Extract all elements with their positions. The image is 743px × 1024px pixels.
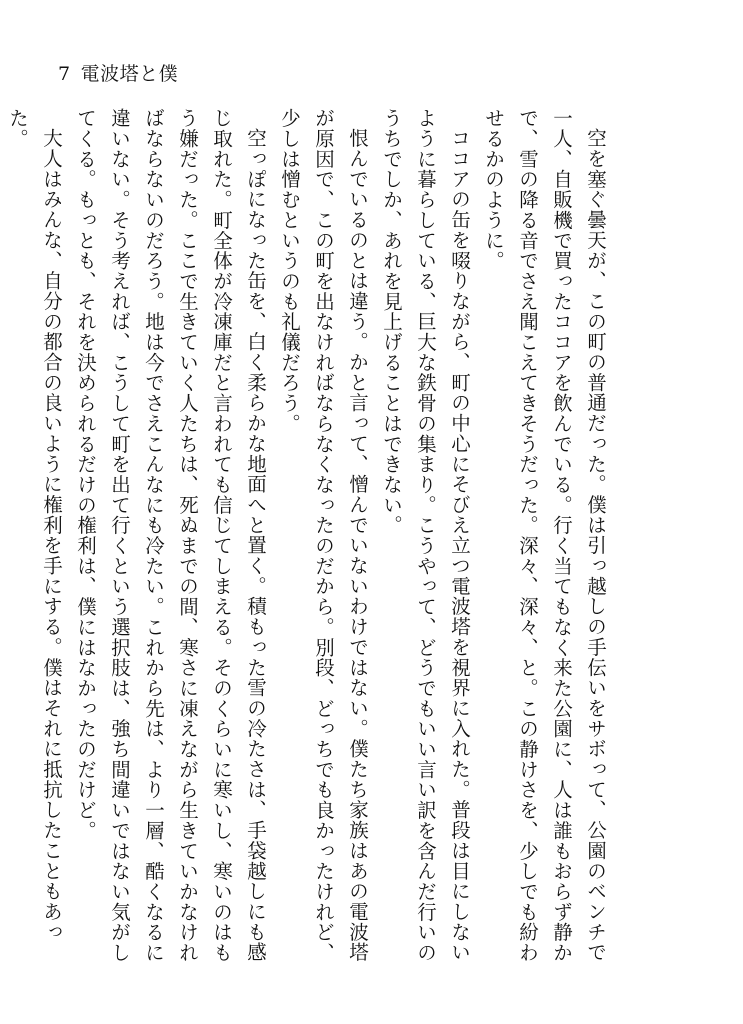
paragraph: ココアの缶を啜りながら、町の中心にそびえ立つ電波塔を視界に入れた。普段は目にしないように暮らしている、巨大な鉄骨の集まり。こうやって、どうでもいい言い訳を含んだ行いのうちでしか、あれを見上げることはできない。 (380, 108, 471, 963)
paragraph: 恨んでいるのとは違う。かと言って、憎んでいないわけではない。僕たち家族はあの電波塔が原因で、この町を出なければならなくなったのだから。別段、どっちでも良かったけれど、少しは憎むというのも礼儀だろう。 (278, 108, 369, 963)
paragraph: 大人はみんな、自分の都合の良いように権利を手にする。僕はそれに抵抗したこともあった。 (6, 108, 63, 942)
paragraph: 空を塞ぐ曇天が、この町の普通だった。僕は引っ越しの手伝いをサボって、公園のベンチで一人、自販機で買ったココアを飲んでいる。行く当てもなく来た公園に、人は誰もおらず静かで、雪の降る音でさえ聞こえてきそうだった。深々、深々、と。この静けさを、少しでも紛わせるかのように。 (482, 108, 607, 963)
chapter-heading (58, 62, 178, 86)
vertical-body-text (6, 108, 612, 968)
paragraph: 空っぽになった缶を、白く柔らかな地面へと置く。積もった雪の冷たさは、手袋越しにも感じ取れた。町全体が冷凍庫だと言われても信じてしまえる。そのくらいに寒いし、寒いのはもう嫌だった。ここで生きていく人たちは、死ぬまでの間、寒さに凍えながら生きていかなければならないのだろう。地は今でさえこんなにも冷たい。これから先は、より一層、酷くなるに違いない。そう考えれば、こうして町を出て行くという選択肢は、強ち間違いではない気がしてくる。もっとも、それを決められるだけの権利は、僕にはなかったのだけど。 (74, 108, 267, 963)
chapter-number: 7 (58, 63, 71, 85)
chapter-title: 電波塔と僕 (80, 63, 179, 85)
